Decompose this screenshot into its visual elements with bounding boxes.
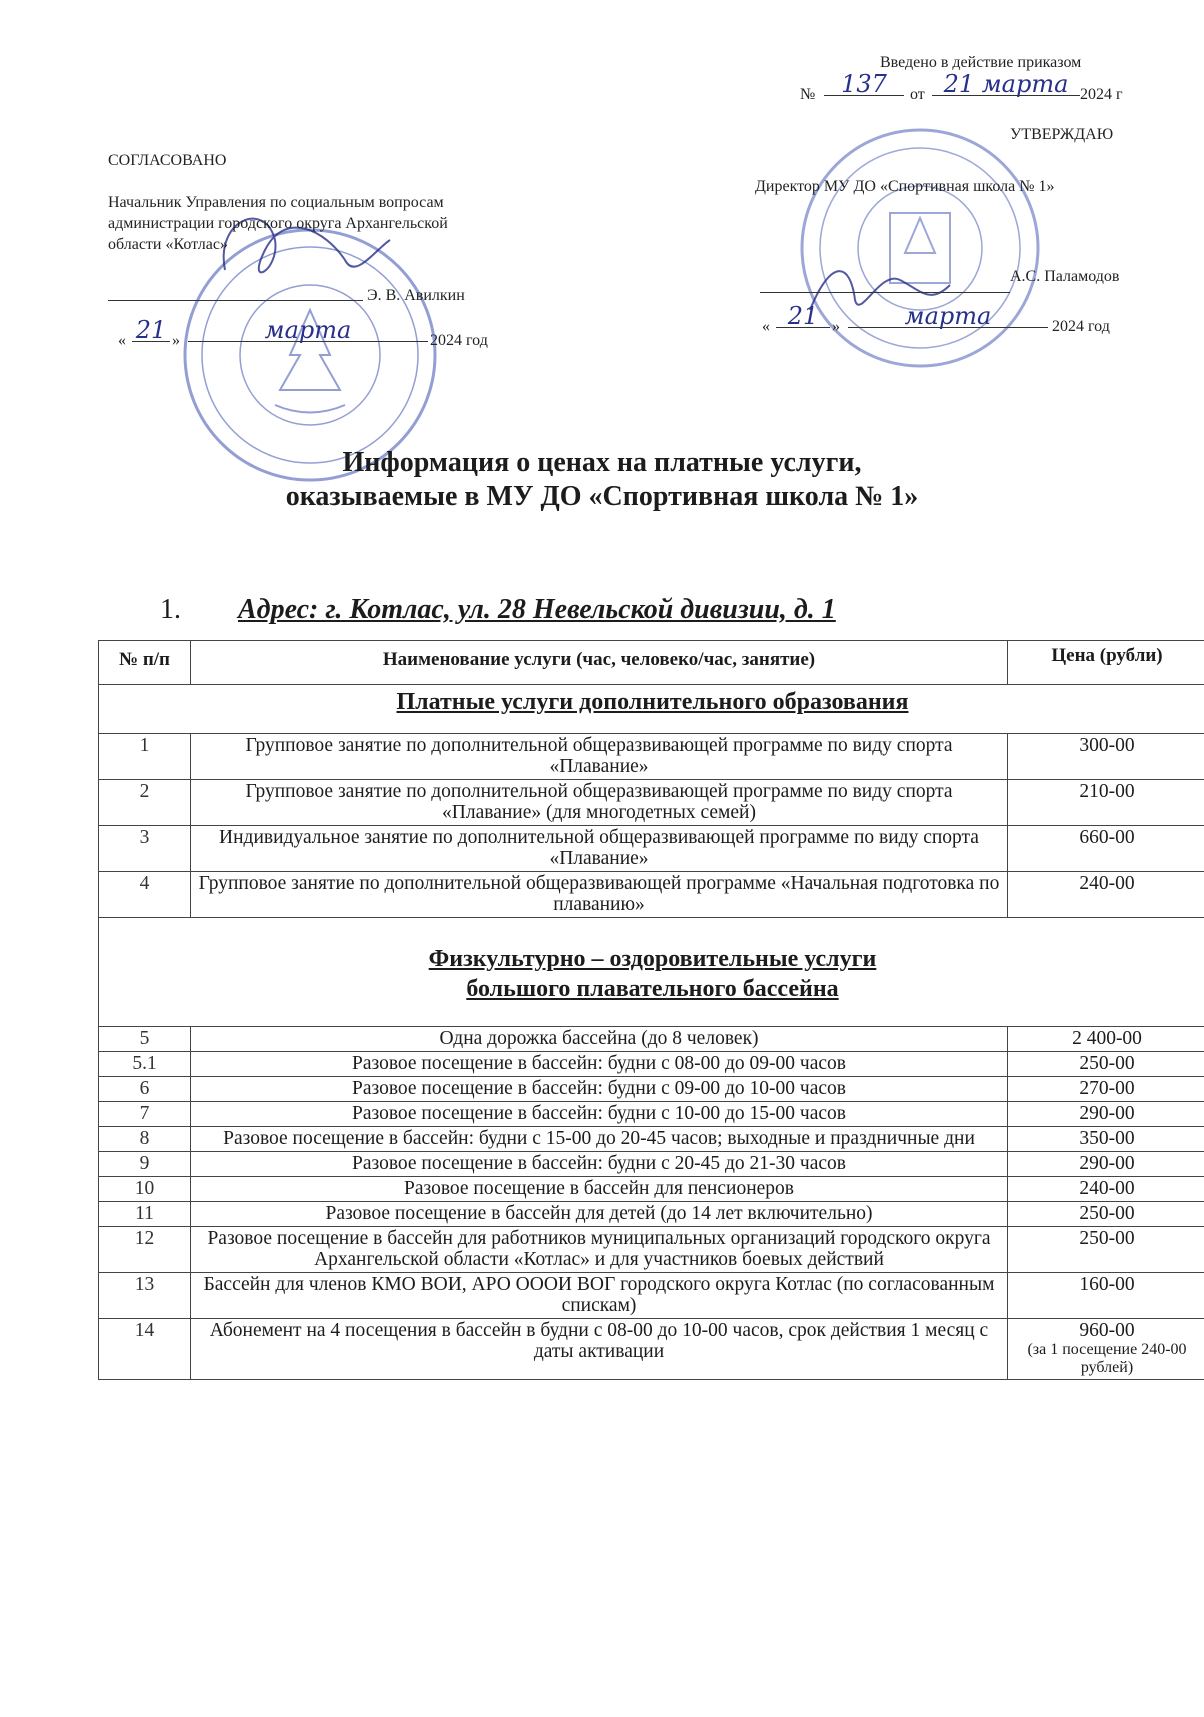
price-table — [98, 640, 1204, 1380]
right-date-year: 2024 год — [1052, 318, 1110, 335]
row-name: Индивидуальное занятие по дополнительной общеразвивающей программе по виду спорта «Плавание» — [191, 826, 1008, 872]
order-from-label: от — [910, 86, 925, 103]
row-price-note: (за 1 посещение 240-00 рублей) — [1027, 1341, 1187, 1376]
row-name: Разовое посещение в бассейн: будни с 09-00 до 10-00 часов — [191, 1077, 1008, 1102]
row-price: 160-00 — [1008, 1273, 1204, 1319]
row-name: Разовое посещение в бассейн: будни с 15-00 до 20-45 часов; выходные и праздничные дни — [191, 1127, 1008, 1152]
left-date-year: 2024 год — [430, 332, 488, 349]
row-name: Разовое посещение в бассейн: будни с 08-00 до 09-00 часов — [191, 1052, 1008, 1077]
row-name: Одна дорожка бассейна (до 8 человек) — [191, 1027, 1008, 1052]
order-num-label: № — [800, 86, 816, 103]
row-price: 2 400-00 — [1008, 1027, 1204, 1052]
order-num-value: 137 — [824, 74, 904, 96]
row-price: 300-00 — [1008, 734, 1204, 780]
row-num: 13 — [99, 1273, 191, 1319]
right-position: Директор МУ ДО «Спортивная школа № 1» — [755, 178, 1055, 195]
row-price: 250-00 — [1008, 1052, 1204, 1077]
address-heading — [160, 594, 836, 626]
table-row — [99, 1152, 1204, 1177]
section-row — [99, 918, 1204, 1027]
row-price-value: 960-00 — [1079, 1320, 1135, 1341]
title-line-1: Информация о ценах на платные услуги, — [342, 447, 862, 478]
row-price: 270-00 — [1008, 1077, 1204, 1102]
row-num: 3 — [99, 826, 191, 872]
right-signature-line — [760, 292, 1010, 293]
title-line-2: оказываемые в МУ ДО «Спортивная школа № 1» — [285, 481, 919, 512]
row-price: 250-00 — [1008, 1227, 1204, 1273]
left-date — [118, 316, 518, 356]
table-row — [99, 1319, 1204, 1380]
section-2-line-2: большого плавательного бассейна — [466, 976, 839, 1002]
header-num: № п/п — [99, 641, 191, 685]
left-date-month: марта — [188, 320, 428, 342]
row-name: Групповое занятие по дополнительной общеразвивающей программе по виду спорта «Плавание» — [191, 734, 1008, 780]
table-row — [99, 1177, 1204, 1202]
right-date-day: 21 — [776, 306, 830, 328]
right-signatory: А.С. Паламодов — [1010, 268, 1120, 285]
address-number: 1. — [160, 594, 181, 625]
document-title — [0, 446, 1204, 514]
table-row — [99, 1027, 1204, 1052]
row-price: 240-00 — [1008, 872, 1204, 918]
row-num: 6 — [99, 1077, 191, 1102]
right-date-month: марта — [848, 306, 1048, 328]
row-name: Разовое посещение в бассейн: будни с 10-00 до 15-00 часов — [191, 1102, 1008, 1127]
left-date-close: » — [172, 332, 180, 349]
row-price: 290-00 — [1008, 1102, 1204, 1127]
order-year: 2024 г — [1080, 86, 1123, 103]
row-name: Групповое занятие по дополнительной общеразвивающей программе по виду спорта «Плавание» (для многодетных семей) — [191, 780, 1008, 826]
table-row — [99, 1273, 1204, 1319]
table-row — [99, 1077, 1204, 1102]
left-position-line-3: области «Котлас» — [108, 236, 228, 253]
row-name: Групповое занятие по дополнительной общеразвивающей программе «Начальная подготовка по плаванию» — [191, 872, 1008, 918]
table-row — [99, 826, 1204, 872]
row-name: Разовое посещение в бассейн для пенсионеров — [191, 1177, 1008, 1202]
row-num: 1 — [99, 734, 191, 780]
left-date-day: 21 — [132, 320, 170, 342]
row-num: 11 — [99, 1202, 191, 1227]
order-date-value: 21 марта — [932, 74, 1080, 96]
row-num: 10 — [99, 1177, 191, 1202]
table-row — [99, 780, 1204, 826]
table-row — [99, 1052, 1204, 1077]
header-price: Цена (рубли) — [1008, 641, 1204, 685]
row-num: 9 — [99, 1152, 191, 1177]
table-row — [99, 734, 1204, 780]
address-text: Адрес: г. Котлас, ул. 28 Невельской дивизии, д. 1 — [238, 594, 836, 625]
row-num: 4 — [99, 872, 191, 918]
right-date-open: « — [762, 318, 770, 335]
row-price: 240-00 — [1008, 1177, 1204, 1202]
table-row — [99, 1102, 1204, 1127]
right-heading: УТВЕРЖДАЮ — [1010, 126, 1114, 143]
row-price: 210-00 — [1008, 780, 1204, 826]
table-row — [99, 872, 1204, 918]
row-name: Абонемент на 4 посещения в бассейн в будни с 08-00 до 10-00 часов, срок действия 1 месяц с даты активации — [191, 1319, 1008, 1380]
left-position-line-1: Начальник Управления по социальным вопросам — [108, 194, 444, 211]
row-name: Разовое посещение в бассейн для детей (до 14 лет включительно) — [191, 1202, 1008, 1227]
left-position-line-2: администрации городского округа Архангельской — [108, 215, 448, 232]
row-num: 2 — [99, 780, 191, 826]
row-num: 5.1 — [99, 1052, 191, 1077]
left-signature-line — [108, 300, 363, 301]
section-row — [99, 685, 1204, 734]
left-date-open: « — [118, 332, 126, 349]
row-price: 290-00 — [1008, 1152, 1204, 1177]
right-date — [762, 302, 1182, 342]
order-number-line — [800, 70, 1140, 108]
header-name: Наименование услуги (час, человеко/час, занятие) — [191, 641, 1008, 685]
row-price: 250-00 — [1008, 1202, 1204, 1227]
table-header-row — [99, 641, 1204, 685]
section-title-1: Платные услуги дополнительного образования — [99, 685, 1204, 734]
row-price: 350-00 — [1008, 1127, 1204, 1152]
row-num: 12 — [99, 1227, 191, 1273]
section-title-2 — [99, 918, 1204, 1027]
row-num: 7 — [99, 1102, 191, 1127]
table-row — [99, 1202, 1204, 1227]
table-row — [99, 1227, 1204, 1273]
section-2-line-1: Физкультурно – оздоровительные услуги — [428, 946, 877, 972]
row-num: 5 — [99, 1027, 191, 1052]
left-signatory: Э. В. Авилкин — [367, 287, 465, 304]
row-num: 14 — [99, 1319, 191, 1380]
row-price: 660-00 — [1008, 826, 1204, 872]
table-row — [99, 1127, 1204, 1152]
row-num: 8 — [99, 1127, 191, 1152]
row-name: Разовое посещение в бассейн для работников муниципальных организаций городского округа Архангельской области «Котлас» и для участников боевых действий — [191, 1227, 1008, 1273]
order-line: Введено в действие приказом — [880, 54, 1082, 71]
row-name: Бассейн для членов КМО ВОИ, АРО ОООИ ВОГ городского округа Котлас (по согласованным спискам) — [191, 1273, 1008, 1319]
row-name: Разовое посещение в бассейн: будни с 20-45 до 21-30 часов — [191, 1152, 1008, 1177]
row-price — [1008, 1319, 1204, 1380]
left-heading: СОГЛАСОВАНО — [108, 152, 227, 169]
right-date-close: » — [832, 318, 840, 335]
